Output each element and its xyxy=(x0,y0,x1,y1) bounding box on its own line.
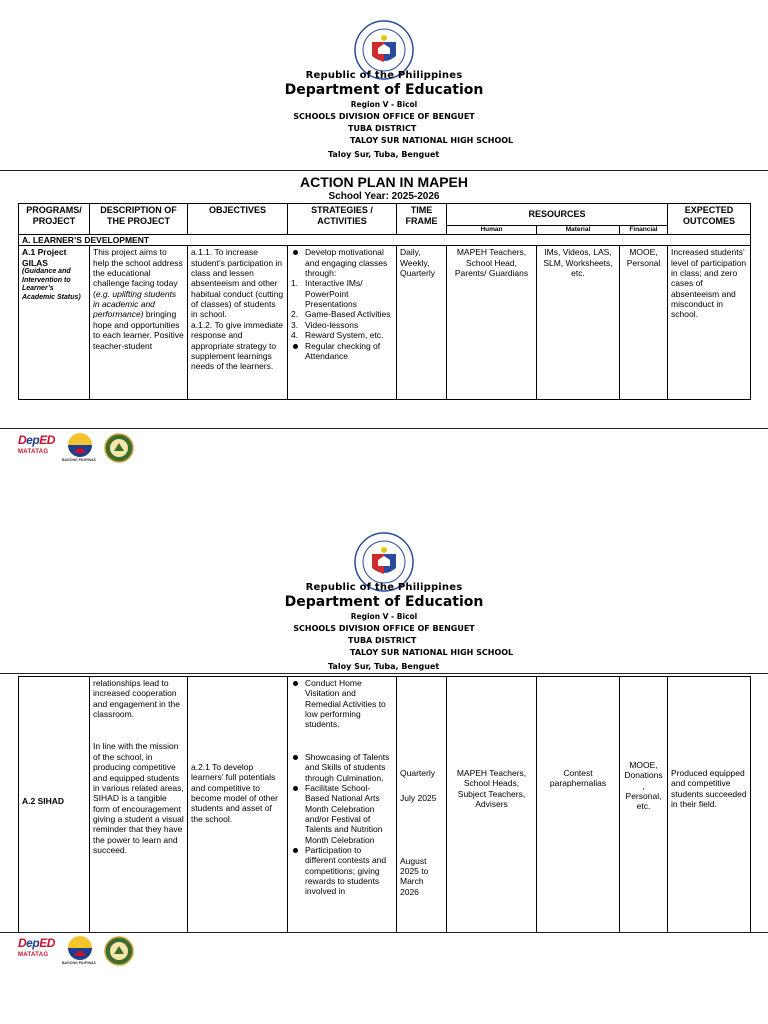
school-name: TALOY SUR NATIONAL HIGH SCHOOL xyxy=(350,648,514,657)
activity-item: Facilitate School-Based National Arts Month Celebration and/or Festival of Talents and Nutrition Month Celebration xyxy=(291,783,393,845)
activity-item: Conduct Home Visitation and Remedial Activities to low performing students. xyxy=(291,678,393,730)
project-gilas-note: (Guidance and Intervention to Learner’s Academic Status) xyxy=(22,268,81,301)
deped-wordmark: DepED xyxy=(18,936,55,950)
document-title: ACTION PLAN IN MAPEH xyxy=(300,174,468,190)
activity-item: 4. Reward System, etc. xyxy=(291,330,384,341)
time-august-march: August 2025 to March 2026 xyxy=(400,855,429,897)
footer-divider xyxy=(0,932,768,933)
district-label: TUBA DISTRICT xyxy=(348,636,417,645)
sihad-objectives: a.2.1 To develop learners’ full potentials and competitive to become model of other students and asset of the school. xyxy=(191,762,278,824)
project-gilas-cell xyxy=(19,246,90,400)
matatag-label: MATATAG xyxy=(18,449,49,455)
matatag-label: MATATAG xyxy=(18,952,49,958)
project-sihad-cell xyxy=(19,677,90,933)
project-sihad-description xyxy=(90,677,188,933)
deped-logo xyxy=(18,936,60,966)
department-name: Department of Education xyxy=(284,594,484,610)
sihad-human: MAPEH Teachers, School Heads, Subject Teachers, Advisers xyxy=(456,768,527,810)
header-programs: PROGRAMS/ PROJECT xyxy=(19,204,90,235)
school-year: School Year: 2025-2026 xyxy=(328,191,440,202)
division-label: SCHOOLS DIVISION OFFICE OF BENGUET xyxy=(293,112,475,121)
continued-description: relationships lead to increased cooperation and engagement in the classroom. xyxy=(93,678,180,720)
region-label: Region V - Bicol xyxy=(350,612,418,621)
description-emphasis: e.g. uplifting students in academic and performance) xyxy=(93,288,177,320)
project-sihad-outcomes xyxy=(668,677,751,933)
sihad-financial-more: Personal, etc. xyxy=(625,791,662,812)
footer-logos xyxy=(18,934,138,968)
header-resources: RESOURCES xyxy=(447,204,668,226)
project-sihad-objectives xyxy=(188,677,288,933)
header-financial: Financial xyxy=(620,226,668,235)
region-label: Region V - Bicol xyxy=(350,100,418,109)
header-objectives: OBJECTIVES xyxy=(188,204,288,235)
sihad-description: In line with the mission of the school, in producing competitive and equipped students in various related areas, SIHAD is a tangible form of encouragement giving a student a visual reminder that they have the power to learn and succeed. xyxy=(93,741,184,856)
school-address: Taloy Sur, Tuba, Benguet xyxy=(328,150,440,159)
action-plan-table xyxy=(18,203,751,400)
republic-label: Republic of the Philippines xyxy=(305,582,463,593)
project-gilas-financial: MOOE, Personal xyxy=(620,246,668,400)
header-human: Human xyxy=(447,226,537,235)
project-gilas-time-frame: Daily, Weekly, Quarterly xyxy=(397,246,447,400)
document-page-1 xyxy=(0,0,768,470)
header-time-frame: TIME FRAME xyxy=(397,204,447,235)
description-part: This project aims to help the school address the educational challenge facing today ( xyxy=(93,247,183,299)
deped-wordmark: DepED xyxy=(18,433,55,447)
header-divider xyxy=(0,673,768,674)
activities-list xyxy=(291,678,393,730)
section-learners-development: A. LEARNER’S DEVELOPMENT xyxy=(19,234,751,245)
description-part: bringing hope and opportunities to each learner. Positive teacher-student xyxy=(93,309,184,351)
activity-item: 3. Video-lessons xyxy=(291,319,359,330)
header-strategies: STRATEGIES / ACTIVITIES xyxy=(288,204,397,235)
activities-list xyxy=(291,247,393,361)
sihad-material: Contest paraphernalias xyxy=(549,768,607,789)
activity-item: 2. Game-Based Activities xyxy=(291,309,391,320)
time-july: July 2025 xyxy=(400,793,437,804)
sihad-outcomes: Produced equipped and competitive students succeeded in their field. xyxy=(671,768,747,810)
activity-item: Participation to different contests and competitions; giving rewards to students involved in xyxy=(291,845,393,897)
project-sihad-financial xyxy=(620,677,668,933)
republic-label: Republic of the Philippines xyxy=(305,70,463,81)
footer-logos xyxy=(18,431,138,465)
activity-item: Develop motivational and engaging classes through: xyxy=(291,247,393,278)
bagong-pilipinas-label: BAGONG PILIPINAS xyxy=(62,458,96,462)
header-material: Material xyxy=(537,226,620,235)
time-quarterly: Quarterly xyxy=(400,768,435,778)
activity-item: Regular checking of Attendance xyxy=(291,341,393,362)
district-label: TUBA DISTRICT xyxy=(348,124,417,133)
department-name: Department of Education xyxy=(284,82,484,98)
activity-item: Showcasing of Talents and Skills of students through Culmination. xyxy=(291,752,393,783)
project-sihad-title: A.2 SIHAD xyxy=(22,796,65,807)
project-sihad-human xyxy=(447,677,537,933)
project-sihad-time-frame xyxy=(397,677,447,933)
action-plan-table-continued xyxy=(18,676,751,933)
header-divider xyxy=(0,170,768,171)
document-page-2 xyxy=(0,512,768,982)
school-seal-icon xyxy=(104,936,134,966)
sihad-financial-sep: , xyxy=(642,780,645,791)
project-gilas-description xyxy=(90,246,188,400)
school-address: Taloy Sur, Tuba, Benguet xyxy=(328,662,440,671)
project-gilas-objectives: a.1.1. To increase student’s participation in class and lessen absenteeism and other habitual conduct (cutting of classes) of students in school. a.1.2. To give immediate response and appropriate strategy to supplement learnings needs of the learners. xyxy=(188,246,288,400)
header-outcomes: EXPECTED OUTCOMES xyxy=(668,204,751,235)
deped-logo xyxy=(18,433,60,463)
header-description: DESCRIPTION OF THE PROJECT xyxy=(90,204,188,235)
project-gilas-human: MAPEH Teachers, School Head, Parents/ Guardians xyxy=(447,246,537,400)
division-label: SCHOOLS DIVISION OFFICE OF BENGUET xyxy=(293,624,475,633)
project-gilas-activities xyxy=(288,246,397,400)
school-name: TALOY SUR NATIONAL HIGH SCHOOL xyxy=(350,136,514,145)
project-gilas-outcomes: Increased students’ level of participation in class; and zero cases of absenteeism and misconduct in school. xyxy=(668,246,751,400)
project-sihad-activities xyxy=(288,677,397,933)
bagong-pilipinas-label: BAGONG PILIPINAS xyxy=(62,961,96,965)
project-gilas-material: IMs, Videos, LAS, SLM, Worksheets, etc. xyxy=(537,246,620,400)
footer-divider xyxy=(0,428,768,429)
school-seal-icon xyxy=(104,433,134,463)
activity-item: 1. Interactive IMs/ PowerPoint Presentations xyxy=(291,278,363,310)
project-gilas-title: A.1 Project GILAS xyxy=(22,247,67,268)
project-sihad-material xyxy=(537,677,620,933)
sihad-financial: MOOE, Donations xyxy=(624,760,663,781)
sihad-activities-list xyxy=(291,752,393,897)
